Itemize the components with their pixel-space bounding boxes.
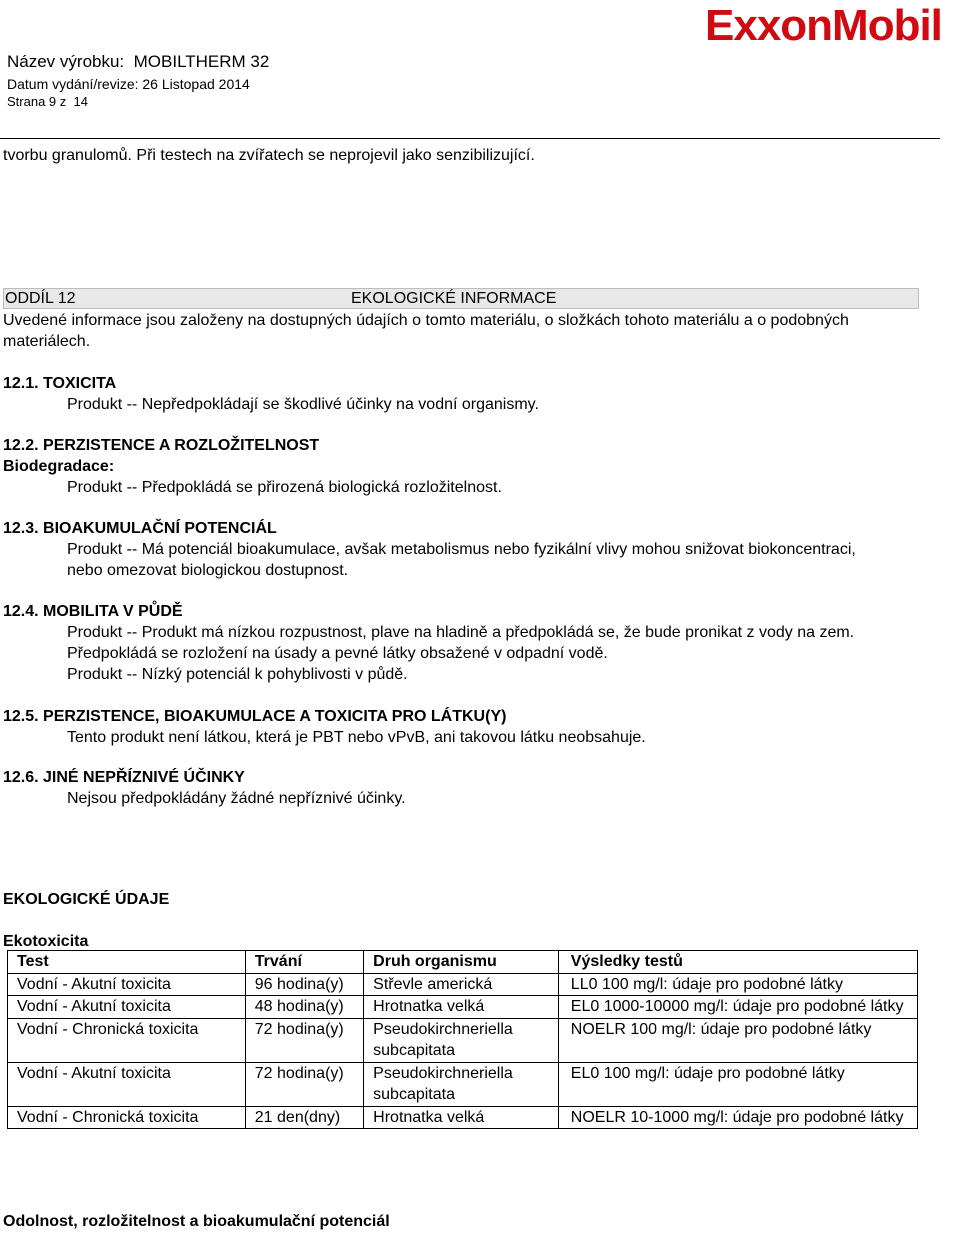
cell-result: EL0 100 mg/l: údaje pro podobné látky: [558, 1062, 917, 1106]
section-intro-line-2: materiálech.: [3, 333, 91, 350]
text-12-1: Produkt -- Nepředpokládají se škodlivé účinky na vodní organismy.: [67, 396, 539, 413]
page-total: 14: [73, 94, 88, 109]
text-12-5: Tento produkt není látkou, která je PBT nebo vPvB, ani takovou látku neobsahuje.: [67, 729, 646, 746]
column-header-organism: Druh organismu: [364, 951, 559, 974]
date-value: 26 Listopad 2014: [142, 76, 250, 92]
product-name: MOBILTHERM 32: [133, 52, 270, 71]
logo-text: ExxonMobil: [705, 1, 942, 50]
heading-12-5: 12.5. PERZISTENCE, BIOAKUMULACE A TOXICITA PRO LÁTKU(Y): [3, 708, 507, 725]
text-12-4-line-2: Předpokládá se rozložení na úsady a pevné látky obsažené v odpadní vodě.: [67, 645, 608, 662]
cell-organism: Střevle americká: [364, 973, 559, 996]
subheading-biodegradation: Biodegradace:: [3, 458, 115, 475]
cell-test: Vodní - Chronická toxicita: [8, 1106, 246, 1129]
section-intro-line-1: Uvedené informace jsou založeny na dostupných údajích o tomto materiálu, o složkách tohoto materiálu a o podobných: [3, 312, 849, 329]
table-row: [8, 996, 918, 1019]
cell-test: Vodní - Chronická toxicita: [8, 1018, 246, 1062]
section-header-bar: [3, 288, 919, 309]
cell-test: Vodní - Akutní toxicita: [8, 1062, 246, 1106]
header-divider: [0, 138, 940, 139]
column-header-test: Test: [8, 951, 246, 974]
column-header-results: Výsledky testů: [558, 951, 917, 974]
product-label: Název výrobku:: [7, 52, 125, 71]
page-number-line: [7, 94, 88, 109]
table-header-row: [8, 951, 918, 974]
page-label: Strana 9 z: [7, 94, 67, 109]
text-12-6: Nejsou předpokládány žádné nepříznivé účinky.: [67, 790, 406, 807]
text-12-3-line-1: Produkt -- Má potenciál bioakumulace, avšak metabolismus nebo fyzikální vlivy mohou snižovat biokoncentraci,: [67, 541, 856, 558]
heading-12-1: 12.1. TOXICITA: [3, 375, 117, 392]
exxonmobil-logo: [703, 0, 960, 52]
ecotoxicity-subtitle: Ekotoxicita: [3, 933, 89, 950]
cell-organism: Pseudokirchneriella subcapitata: [364, 1018, 559, 1062]
text-12-3-line-2: nebo omezovat biologickou dostupnost.: [67, 562, 349, 579]
column-header-duration: Trvání: [245, 951, 363, 974]
heading-12-6: 12.6. JINÉ NEPŘÍZNIVÉ ÚČINKY: [3, 769, 245, 786]
revision-date-line: [7, 76, 250, 92]
cell-test: Vodní - Akutní toxicita: [8, 973, 246, 996]
cell-organism: Hrotnatka velká: [364, 1106, 559, 1129]
heading-12-3: 12.3. BIOAKUMULAČNÍ POTENCIÁL: [3, 520, 277, 537]
ecotoxicity-table: [7, 950, 918, 1129]
cell-result: NOELR 100 mg/l: údaje pro podobné látky: [558, 1018, 917, 1062]
cell-organism: Hrotnatka velká: [364, 996, 559, 1019]
heading-12-2: 12.2. PERZISTENCE A ROZLOŽITELNOST: [3, 437, 320, 454]
cell-test: Vodní - Akutní toxicita: [8, 996, 246, 1019]
cell-duration: 48 hodina(y): [245, 996, 363, 1019]
table-row: [8, 1062, 918, 1106]
cell-duration: 72 hodina(y): [245, 1062, 363, 1106]
date-label: Datum vydání/revize:: [7, 76, 139, 92]
cell-duration: 21 den(dny): [245, 1106, 363, 1129]
cell-result: NOELR 10-1000 mg/l: údaje pro podobné látky: [558, 1106, 917, 1129]
table-row: [8, 1106, 918, 1129]
continued-text: tvorbu granulomů. Při testech na zvířatech se neprojevil jako senzibilizující.: [3, 147, 535, 164]
product-name-line: [7, 52, 269, 72]
exxonmobil-logo-svg: [703, 0, 960, 52]
heading-12-4: 12.4. MOBILITA V PŮDĚ: [3, 603, 183, 620]
cell-duration: 72 hodina(y): [245, 1018, 363, 1062]
footer-heading: Odolnost, rozložitelnost a bioakumulační potenciál: [3, 1213, 390, 1230]
text-12-4-line-3: Produkt -- Nízký potenciál k pohyblivosti v půdě.: [67, 666, 408, 683]
text-12-4-line-1: Produkt -- Produkt má nízkou rozpustnost, plave na hladině a předpokládá se, že bude pronikat z vody na zem.: [67, 624, 855, 641]
table-row: [8, 1018, 918, 1062]
table-row: [8, 973, 918, 996]
section-number: ODDÍL 12: [5, 290, 76, 307]
eco-data-title: EKOLOGICKÉ ÚDAJE: [3, 891, 170, 908]
cell-organism: Pseudokirchneriella subcapitata: [364, 1062, 559, 1106]
text-12-2: Produkt -- Předpokládá se přirozená biologická rozložitelnost.: [67, 479, 502, 496]
cell-result: LL0 100 mg/l: údaje pro podobné látky: [558, 973, 917, 996]
cell-duration: 96 hodina(y): [245, 973, 363, 996]
section-title: EKOLOGICKÉ INFORMACE: [351, 290, 557, 307]
cell-result: EL0 1000-10000 mg/l: údaje pro podobné látky: [558, 996, 917, 1019]
